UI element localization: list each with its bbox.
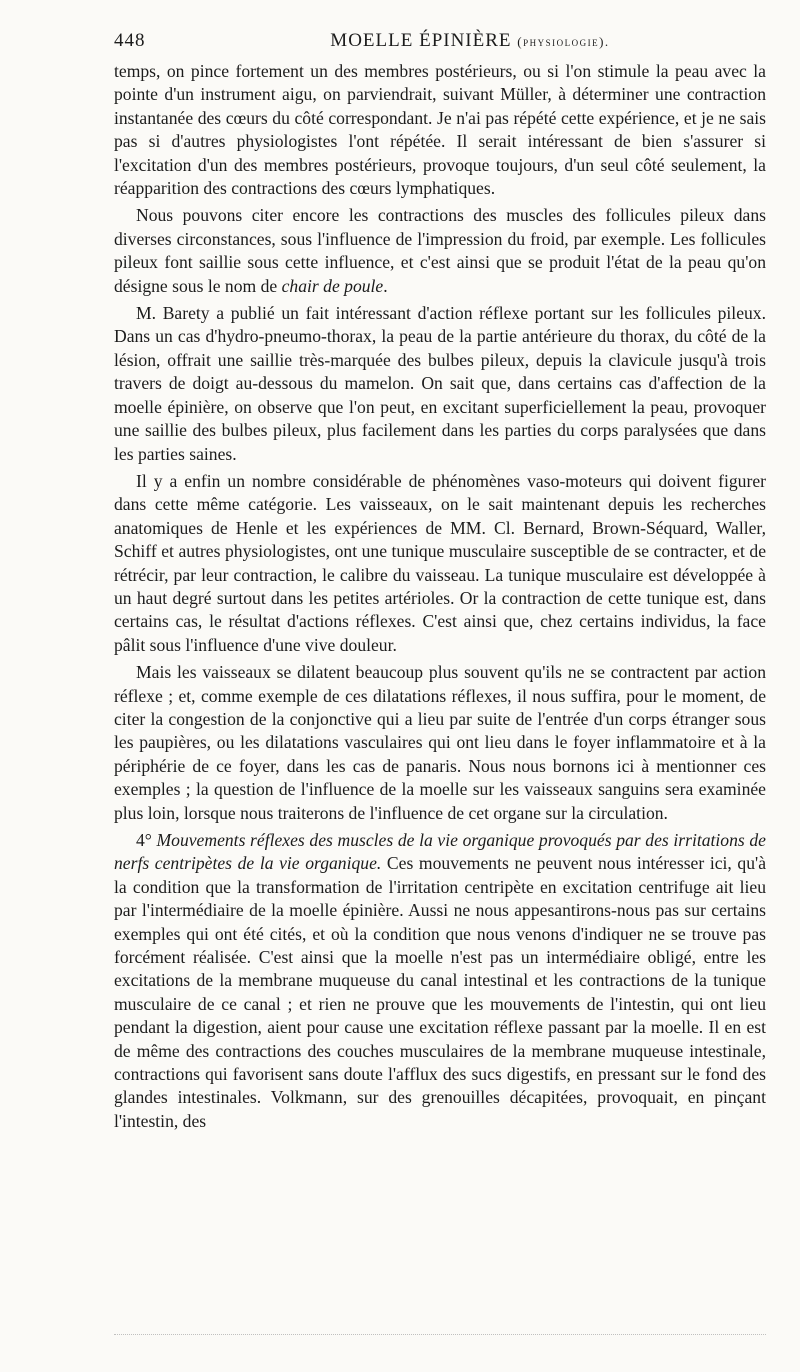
- section-heading: Mouvements réflexes des muscles de la vie organique provoqués par des irritations de nerfs centripètes de la vie organique.: [114, 830, 766, 874]
- section-number: 4°: [136, 830, 152, 850]
- paragraph-2-emphasis: chair de poule: [281, 275, 384, 296]
- paragraph-2: [114, 204, 766, 298]
- page-number: 448: [114, 30, 146, 51]
- paragraph-5: Mais les vaisseaux se dilatent beaucoup plus souvent qu'ils ne se contractent par action réflexe ; et, comme exemple de ces dilatations réflexes, il nous suffira, pour le moment, de citer la congestion de la conjonctive qui a lieu par suite de l'entrée d'un corps étranger sous les paupières, ou les dilatations vasculaires qui ont lieu dans le foyer inflammatoire et à la périphérie de ce foyer, dans les cas de panaris. Nous nous bornons ici à mentionner ces exemples ; la question de l'influence de la moelle sur les vaisseaux sanguins sera examinée plus loin, lorsque nous traiterons de l'influence de cet organe sur la circulation.: [114, 662, 766, 823]
- paragraph-1: temps, on pince fortement un des membres postérieurs, ou si l'on stimule la peau avec la pointe d'un instrument aigu, on parviendrait, suivant Müller, à déterminer une contraction instantanée des cœurs du côté correspondant. Je n'ai pas répété cette expérience, et je ne sais pas si d'autres physiologistes l'ont répétée. Il serait intéressant de bien s'assurer si l'excitation d'un des membres postérieurs, provoque toujours, d'un seul côté seulement, la réapparition des contractions des cœurs lymphatiques.: [114, 61, 766, 199]
- paragraph-3: M. Barety a publié un fait intéressant d'action réflexe portant sur les follicules pileux. Dans un cas d'hydro-pneumo-thorax, la peau de la partie antérieure du thorax, du côté de la lésion, offrait une saillie très-marquée des bulbes pileux, depuis la clavicule jusqu'à trois travers de doigt au-dessous du mamelon. On sait que, dans certains cas d'affection de la moelle épinière, on observe que l'on peut, en excitant superficiellement la peau, provoquer une saillie des bulbes pileux, plus facilement dans les parties du corps paralysées que dans les parties saines.: [114, 303, 766, 464]
- body-text: [114, 60, 766, 1133]
- footer-rule: [114, 1334, 766, 1335]
- paragraph-6-text: Ces mouvements ne peuvent nous intéresser ici, qu'à la condition que la transformation de l'irritation centripète en excitation centrifuge ait lieu par l'intermédiaire de la moelle épinière. Aussi ne nous appesantirons-nous pas sur certains exemples qui ont été cités, et où la condition que nous venons d'indiquer ne se trouve pas forcément réalisée. C'est ainsi que la moelle n'est pas un intermédiaire obligé, entre les excitations de la membrane muqueuse du canal intestinal et les contractions de la tunique musculaire de ce canal ; et rien ne prouve que les mouvements de l'intestin, qui ont lieu pendant la digestion, aient pour cause une excitation réflexe passant par la moelle. Il en est de même des contractions des couches musculaires de la membrane muqueuse intestinale, contractions qui favorisent sans doute l'afflux des sucs digestifs, en pressant sur le fond des glandes intestinales. Volkmann, sur des grenouilles décapitées, provoquait, en pinçant l'intestin, des: [114, 853, 767, 1131]
- running-title: [114, 30, 766, 52]
- paragraph-2-text: Nous pouvons citer encore les contractions des muscles des follicules pileux dans diverses circonstances, sous l'influence de l'impression du froid, par exemple. Les follicules pileux font saillie sous cette influence, et c'est ainsi que se produit l'état de la peau qu'on désigne sous le nom de: [114, 205, 766, 296]
- running-title-sub: (physiologie).: [517, 34, 610, 49]
- paragraph-6: [114, 829, 766, 1133]
- paragraph-2-end: .: [383, 275, 388, 296]
- running-title-main: MOELLE ÉPINIÈRE: [330, 30, 512, 51]
- paragraph-4: Il y a enfin un nombre considérable de phénomènes vaso-moteurs qui doivent figurer dans cette même catégorie. Les vaisseaux, on le sait maintenant depuis les recherches anatomiques de Henle et les expériences de MM. Cl. Bernard, Brown-Séquard, Waller, Schiff et autres physiologistes, ont une tunique musculaire susceptible de se contracter, et de rétrécir, par leur contraction, le calibre du vaisseau. La tunique musculaire est développée à un haut degré surtout dans les petites artérioles. Or la contraction de cette tunique est, dans certains cas, le résultat d'actions réflexes. C'est ainsi que, chez certains individus, la face pâlit sous l'influence d'une vive douleur.: [114, 470, 766, 655]
- page-header: [114, 26, 766, 60]
